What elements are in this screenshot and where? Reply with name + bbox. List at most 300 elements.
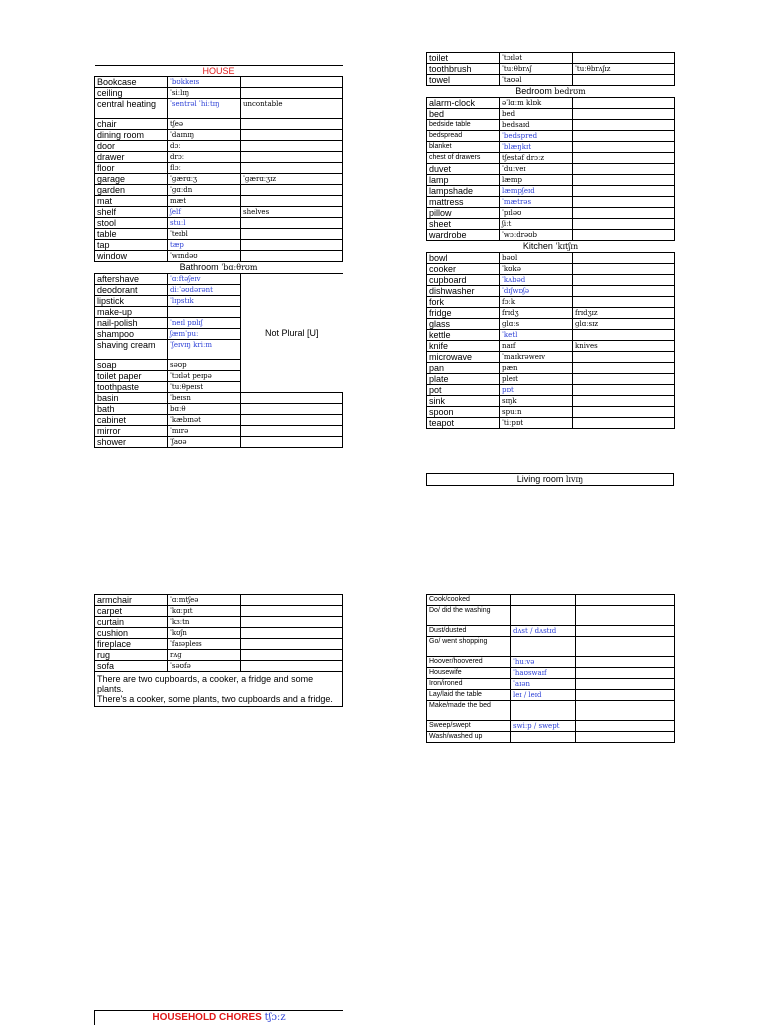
living-phonetic: ˈkʊʃn <box>168 628 241 639</box>
bedroom-word: sheet <box>427 219 500 230</box>
house-plural <box>241 218 343 229</box>
living-word: cushion <box>95 628 168 639</box>
bedroom-word: chest of drawers <box>427 153 500 164</box>
house-phonetic: ʃelf <box>168 207 241 218</box>
bathroom-phonetic: ˈbɑːθrʊm <box>221 263 258 272</box>
bathroom-extra-row <box>427 53 675 64</box>
house-row <box>95 130 343 141</box>
kitchen-phonetic: ˈketl <box>500 330 573 341</box>
house-plural <box>241 240 343 251</box>
house-row <box>95 88 343 99</box>
kitchen-word: fridge <box>427 308 500 319</box>
kitchen-word: bowl <box>427 253 500 264</box>
house-phonetic: tæp <box>168 240 241 251</box>
living-row <box>95 595 343 606</box>
kitchen-word: plate <box>427 374 500 385</box>
living-word: armchair <box>95 595 168 606</box>
chores-row <box>427 701 675 721</box>
living-word: sofa <box>95 661 168 672</box>
living-row <box>95 617 343 628</box>
house-phonetic: ˈsentrəl ˈhiːtɪŋ <box>168 99 241 119</box>
chores-plural <box>576 595 675 606</box>
house-plural: ˈɡærɑːʒɪz <box>241 174 343 185</box>
bathroom-extra-row <box>427 75 675 86</box>
example-sentence-2: There's a cooker, some plants, two cupboards and a fridge. <box>97 694 333 704</box>
kitchen-word: sink <box>427 396 500 407</box>
kitchen-plural <box>573 385 675 396</box>
house-row <box>95 196 343 207</box>
bathroom-extra-phonetic: ˈtaʊəl <box>500 75 573 86</box>
living-phonetic: ˈsəʊfə <box>168 661 241 672</box>
house-row <box>95 141 343 152</box>
chores-word: Sweep/swept <box>427 721 511 732</box>
bathroom-word: lipstick <box>95 296 168 307</box>
bathroom-extra-word: toothbrush <box>427 64 500 75</box>
bathroom-extra-word: toilet <box>427 53 500 64</box>
living-word: curtain <box>95 617 168 628</box>
house-word: stool <box>95 218 168 229</box>
living-phonetic: ˈkɜːtn <box>168 617 241 628</box>
house-word: Bookcase <box>95 77 168 88</box>
living-phonetic: ˈkɑːpɪt <box>168 606 241 617</box>
chores-row <box>427 626 675 637</box>
kitchen-plural <box>573 297 675 308</box>
kitchen-plural <box>573 418 675 429</box>
chores-table <box>426 594 675 743</box>
kitchen-word: pot <box>427 385 500 396</box>
bedroom-plural <box>573 219 675 230</box>
kitchen-phonetic: ˈdɪʃwɒʃə <box>500 286 573 297</box>
chores-row <box>427 657 675 668</box>
bedroom-phonetic: ˈbedspred <box>500 131 573 142</box>
living-phonetic: ˈɑːmtʃeə <box>168 595 241 606</box>
house-word: door <box>95 141 168 152</box>
house-row <box>95 99 343 119</box>
house-word: drawer <box>95 152 168 163</box>
chores-word: Go/ went shopping <box>427 637 511 657</box>
chores-phonetic <box>511 606 576 626</box>
bedroom-phonetic: bedrʊm <box>554 87 586 96</box>
bathroom-phonetic: bɑːθ <box>168 404 241 415</box>
bedroom-row <box>427 142 675 153</box>
chores-word: Hoover/hoovered <box>427 657 511 668</box>
chores-word: Dust/dusted <box>427 626 511 637</box>
house-word: dining room <box>95 130 168 141</box>
kitchen-phonetic: pɒt <box>500 385 573 396</box>
bedroom-word: bed <box>427 109 500 120</box>
bedroom-word: pillow <box>427 208 500 219</box>
bedroom-word: duvet <box>427 164 500 175</box>
bedroom-word: blanket <box>427 142 500 153</box>
living-room-header-table <box>426 473 674 486</box>
living-plural <box>241 639 343 650</box>
chores-word: Lay/laid the table <box>427 690 511 701</box>
bathroom-extra-row <box>427 64 675 75</box>
kitchen-plural: knives <box>573 341 675 352</box>
kitchen-header <box>427 241 675 253</box>
kitchen-row <box>427 330 675 341</box>
kitchen-row <box>427 275 675 286</box>
bedroom-row <box>427 186 675 197</box>
house-row <box>95 185 343 196</box>
house-phonetic: flɔː <box>168 163 241 174</box>
bedroom-row <box>427 98 675 109</box>
bedroom-phonetic: bed <box>500 109 573 120</box>
bedroom-plural <box>573 120 675 131</box>
house-row <box>95 174 343 185</box>
kitchen-plural <box>573 407 675 418</box>
house-phonetic: ˈwɪndəʊ <box>168 251 241 262</box>
house-word: central heating <box>95 99 168 119</box>
chores-word: Housewife <box>427 668 511 679</box>
house-phonetic: ˈɡɑːdn <box>168 185 241 196</box>
house-word: ceiling <box>95 88 168 99</box>
bedroom-word: alarm-clock <box>427 98 500 109</box>
living-row <box>95 606 343 617</box>
kitchen-plural <box>573 363 675 374</box>
living-room-table <box>94 594 343 707</box>
chores-phonetic: ˈaɪən <box>511 679 576 690</box>
chores-plural <box>576 626 675 637</box>
bedroom-word: lampshade <box>427 186 500 197</box>
house-row <box>95 77 343 88</box>
chores-word: Iron/ironed <box>427 679 511 690</box>
kitchen-word: knife <box>427 341 500 352</box>
kitchen-row <box>427 374 675 385</box>
bathroom-word: shampoo <box>95 329 168 340</box>
house-plural: shelves <box>241 207 343 218</box>
kitchen-row <box>427 253 675 264</box>
house-row <box>95 229 343 240</box>
chores-row <box>427 668 675 679</box>
kitchen-row <box>427 297 675 308</box>
kitchen-word: cupboard <box>427 275 500 286</box>
bathroom-extra-plural <box>573 75 675 86</box>
bedroom-phonetic: ʃiːt <box>500 219 573 230</box>
bathroom-phonetic: ˈkæbɪnət <box>168 415 241 426</box>
bedroom-plural <box>573 109 675 120</box>
chores-row <box>427 637 675 657</box>
kitchen-phonetic: bəʊl <box>500 253 573 264</box>
bathroom-phonetic: ˈneɪl pɒlɪʃ <box>168 318 241 329</box>
chores-word: Do/ did the washing <box>427 606 511 626</box>
bathroom-plural <box>241 393 343 404</box>
bathroom-phonetic: ˈlɪpstɪk <box>168 296 241 307</box>
bedroom-phonetic: əˈlɑːm klɒk <box>500 98 573 109</box>
bathroom-phonetic <box>168 307 241 318</box>
chores-row <box>427 690 675 701</box>
kitchen-row <box>427 407 675 418</box>
house-row <box>95 251 343 262</box>
bathroom-row <box>95 393 343 404</box>
house-word: window <box>95 251 168 262</box>
chores-row <box>427 595 675 606</box>
kitchen-word: dishwasher <box>427 286 500 297</box>
kitchen-word: microwave <box>427 352 500 363</box>
bedroom-row <box>427 208 675 219</box>
household-chores-heading <box>94 1010 343 1025</box>
house-word: chair <box>95 119 168 130</box>
house-row <box>95 218 343 229</box>
chores-phonetic: swiːp / swept <box>511 721 576 732</box>
house-plural <box>241 152 343 163</box>
bedroom-phonetic: læmpʃeɪd <box>500 186 573 197</box>
house-row <box>95 207 343 218</box>
chores-phonetic <box>511 732 576 743</box>
chores-plural <box>576 637 675 657</box>
chores-phonetic: dʌst / dʌstɪd <box>511 626 576 637</box>
house-phonetic: ˈdaɪnɪŋ <box>168 130 241 141</box>
bathroom-phonetic: səʊp <box>168 360 241 371</box>
bedroom-row <box>427 230 675 241</box>
kitchen-word: spoon <box>427 407 500 418</box>
bathroom-extra-word: towel <box>427 75 500 86</box>
kitchen-plural <box>573 264 675 275</box>
kitchen-phonetic: ˈtiːpɒt <box>500 418 573 429</box>
kitchen-word: teapot <box>427 418 500 429</box>
chores-plural <box>576 606 675 626</box>
living-plural <box>241 650 343 661</box>
bathroom-word: shaving cream <box>95 340 168 360</box>
house-phonetic: ˈteɪbl <box>168 229 241 240</box>
chores-plural <box>576 679 675 690</box>
chores-word: Make/made the bed <box>427 701 511 721</box>
house-word: garage <box>95 174 168 185</box>
living-plural <box>241 606 343 617</box>
bathroom-word: basin <box>95 393 168 404</box>
bathroom-word: shower <box>95 437 168 448</box>
living-plural <box>241 595 343 606</box>
chores-word: Cook/cooked <box>427 595 511 606</box>
kitchen-word: fork <box>427 297 500 308</box>
living-room-title: Living room <box>516 474 564 484</box>
not-plural-note: Not Plural [U] <box>264 328 319 338</box>
kitchen-row <box>427 352 675 363</box>
living-phonetic: rʌɡ <box>168 650 241 661</box>
house-phonetic: ˈɡærɑːʒ <box>168 174 241 185</box>
chores-plural <box>576 657 675 668</box>
kitchen-phonetic: frɪdʒ <box>500 308 573 319</box>
bedroom-row <box>427 219 675 230</box>
house-word: garden <box>95 185 168 196</box>
bathroom-phonetic: ˈɑːftəʃeɪv <box>168 274 241 285</box>
bedroom-plural <box>573 153 675 164</box>
bathroom-row <box>95 274 343 285</box>
bathroom-word: nail-polish <box>95 318 168 329</box>
house-phonetic: tʃeə <box>168 119 241 130</box>
kitchen-row <box>427 286 675 297</box>
kitchen-word: pan <box>427 363 500 374</box>
bathroom-row <box>95 404 343 415</box>
kitchen-row <box>427 341 675 352</box>
kitchen-plural <box>573 253 675 264</box>
bathroom-phonetic: ˈtɔɪlət peɪpə <box>168 371 241 382</box>
chores-phonetic: ˈhuːvə <box>511 657 576 668</box>
chores-phonetic: ˈhaʊswaɪf <box>511 668 576 679</box>
chores-row <box>427 606 675 626</box>
kitchen-phonetic: ˈkʊkə <box>500 264 573 275</box>
bedroom-row <box>427 131 675 142</box>
chores-word: Wash/washed up <box>427 732 511 743</box>
kitchen-phonetic: pæn <box>500 363 573 374</box>
house-word: shelf <box>95 207 168 218</box>
bathroom-word: cabinet <box>95 415 168 426</box>
bedroom-word: wardrobe <box>427 230 500 241</box>
bedroom-phonetic: læmp <box>500 175 573 186</box>
house-plural <box>241 88 343 99</box>
bedroom-row <box>427 153 675 164</box>
bathroom-phonetic: ʃæmˈpuː <box>168 329 241 340</box>
bedroom-word: mattress <box>427 197 500 208</box>
kitchen-plural <box>573 352 675 363</box>
house-title: HOUSE <box>95 66 343 77</box>
bathroom-phonetic: ˈʃaʊə <box>168 437 241 448</box>
kitchen-phonetic: naɪf <box>500 341 573 352</box>
bedroom-phonetic: ˈduːveɪ <box>500 164 573 175</box>
living-word: fireplace <box>95 639 168 650</box>
house-plural <box>241 130 343 141</box>
kitchen-plural: frɪdʒɪz <box>573 308 675 319</box>
house-plural <box>241 196 343 207</box>
bathroom-row <box>95 426 343 437</box>
bathroom-word: bath <box>95 404 168 415</box>
house-plural <box>241 77 343 88</box>
bathroom-phonetic: diːˈəʊdərənt <box>168 285 241 296</box>
bathroom-title: Bathroom <box>179 262 219 272</box>
living-room-phonetic: lɪvɪŋ <box>565 475 584 484</box>
chores-plural <box>576 701 675 721</box>
bedroom-phonetic: ˈmætrəs <box>500 197 573 208</box>
kitchen-word: cooker <box>427 264 500 275</box>
household-chores-phonetic: tʃɔːz <box>264 1012 286 1023</box>
bathroom-extra-plural: ˈtuːθbrʌʃɪz <box>573 64 675 75</box>
bathroom-word: make-up <box>95 307 168 318</box>
bathroom-row <box>95 437 343 448</box>
living-word: carpet <box>95 606 168 617</box>
bedroom-word: bedspread <box>427 131 500 142</box>
bathroom-extra-phonetic: ˈtuːθbrʌʃ <box>500 64 573 75</box>
house-word: table <box>95 229 168 240</box>
bathroom-extra-phonetic: ˈtɔɪlət <box>500 53 573 64</box>
kitchen-plural <box>573 330 675 341</box>
house-row <box>95 163 343 174</box>
bathroom-header <box>95 262 343 274</box>
chores-plural <box>576 668 675 679</box>
kitchen-phonetic: ˈmaɪkrəweɪv <box>500 352 573 363</box>
bedroom-plural <box>573 98 675 109</box>
household-chores-title: HOUSEHOLD CHORES <box>152 1012 262 1023</box>
chores-phonetic: leɪ / leɪd <box>511 690 576 701</box>
bathroom-word: aftershave <box>95 274 168 285</box>
bedroom-phonetic: ˈblæŋkɪt <box>500 142 573 153</box>
kitchen-row <box>427 319 675 330</box>
chores-phonetic <box>511 595 576 606</box>
bedroom-word: lamp <box>427 175 500 186</box>
kitchen-row <box>427 396 675 407</box>
bathroom-extra-plural <box>573 53 675 64</box>
bathroom-plural <box>241 426 343 437</box>
bathroom-phonetic: ˈmɪrə <box>168 426 241 437</box>
bedroom-phonetic: tʃestəf drɔːz <box>500 153 573 164</box>
bathroom-word: soap <box>95 360 168 371</box>
house-plural <box>241 251 343 262</box>
house-phonetic: drɔː <box>168 152 241 163</box>
bedroom-header <box>427 86 675 98</box>
living-row <box>95 650 343 661</box>
bathroom-phonetic: ˈbeɪsn <box>168 393 241 404</box>
house-plural <box>241 185 343 196</box>
bathroom-word: deodorant <box>95 285 168 296</box>
chores-row <box>427 732 675 743</box>
house-plural <box>241 119 343 130</box>
living-word: rug <box>95 650 168 661</box>
kitchen-row <box>427 308 675 319</box>
kitchen-row <box>427 264 675 275</box>
bedroom-title: Bedroom <box>515 86 552 96</box>
living-row <box>95 661 343 672</box>
kitchen-plural: ɡlɑːsɪz <box>573 319 675 330</box>
kitchen-plural <box>573 374 675 385</box>
house-plural <box>241 141 343 152</box>
house-word: tap <box>95 240 168 251</box>
house-table <box>94 65 343 448</box>
example-sentences <box>95 672 343 707</box>
house-row <box>95 240 343 251</box>
kitchen-plural <box>573 396 675 407</box>
bathroom-word: mirror <box>95 426 168 437</box>
kitchen-phonetic: sɪŋk <box>500 396 573 407</box>
bathroom-row <box>95 415 343 426</box>
house-phonetic: ˈbʊkkeɪs <box>168 77 241 88</box>
house-row <box>95 152 343 163</box>
bathroom-phonetic: ˈtuːθpeɪst <box>168 382 241 393</box>
bathroom-plural <box>241 437 343 448</box>
kitchen-word: kettle <box>427 330 500 341</box>
house-phonetic: dɔː <box>168 141 241 152</box>
bedroom-phonetic: ˈwɔːdrəʊb <box>500 230 573 241</box>
chores-plural <box>576 732 675 743</box>
bathroom-word: toilet paper <box>95 371 168 382</box>
living-room-header <box>427 474 674 486</box>
kitchen-phonetic: ɡlɑːs <box>500 319 573 330</box>
bedroom-kitchen-table <box>426 52 675 429</box>
living-plural <box>241 617 343 628</box>
kitchen-word: glass <box>427 319 500 330</box>
bedroom-row <box>427 164 675 175</box>
chores-plural <box>576 721 675 732</box>
kitchen-row <box>427 385 675 396</box>
living-plural <box>241 628 343 639</box>
bedroom-plural <box>573 131 675 142</box>
kitchen-plural <box>573 275 675 286</box>
kitchen-phonetic: ˈkʌbəd <box>500 275 573 286</box>
bedroom-plural <box>573 164 675 175</box>
living-row <box>95 639 343 650</box>
bedroom-phonetic: bedsaɪd <box>500 120 573 131</box>
example-sentence-1: There are two cupboards, a cooker, a fridge and some plants. <box>97 674 314 694</box>
house-plural <box>241 163 343 174</box>
living-phonetic: ˈfaɪəpleɪs <box>168 639 241 650</box>
kitchen-phonetic: pleɪt <box>500 374 573 385</box>
bedroom-row <box>427 120 675 131</box>
kitchen-phonetic: ˈkɪtʃɪn <box>555 242 579 251</box>
bathroom-phonetic: ˈʃeɪvɪŋ kriːm <box>168 340 241 360</box>
living-row <box>95 628 343 639</box>
bedroom-row <box>427 197 675 208</box>
house-phonetic: mæt <box>168 196 241 207</box>
chores-phonetic <box>511 637 576 657</box>
house-plural <box>241 229 343 240</box>
